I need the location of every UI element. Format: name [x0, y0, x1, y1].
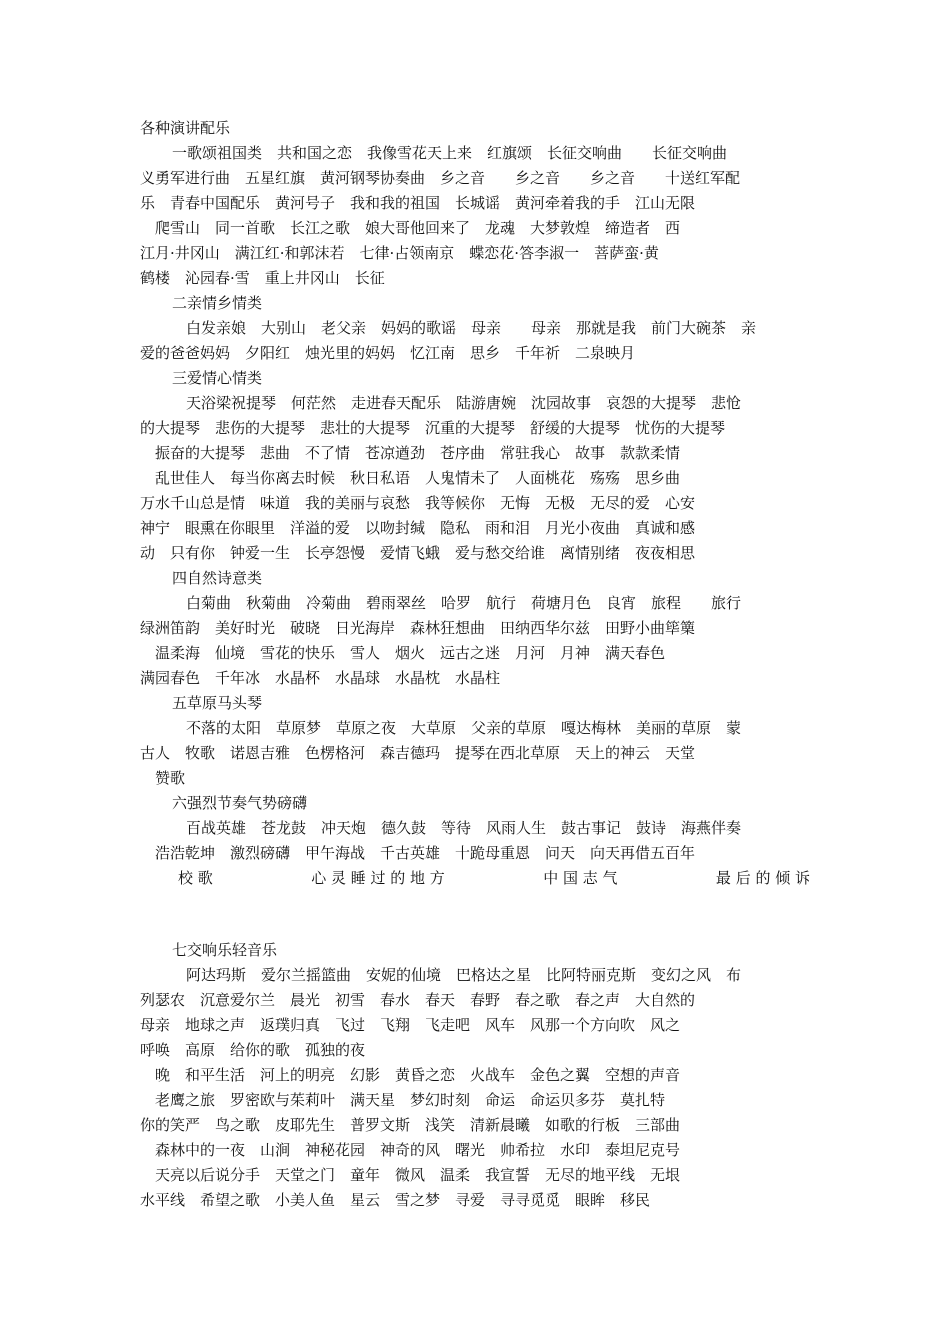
spread-text-line [178, 868, 810, 888]
text-line: 老鹰之旅 罗密欧与茱莉叶 满天星 梦幻时刻 命运 命运贝多芬 莫扎特 [140, 1091, 666, 1109]
text-line: 乱世佳人 每当你离去时候 秋日私语 人鬼情未了 人面桃花 殇殇 思乡曲 [140, 469, 681, 487]
text-line: 森林中的一夜 山涧 神秘花园 神奇的风 曙光 帅希拉 水印 泰坦尼克号 [140, 1141, 681, 1159]
text-line: 爱的爸爸妈妈 夕阳红 烛光里的妈妈 忆江南 思乡 千年祈 二泉映月 [140, 344, 636, 362]
text-line: 母亲 地球之声 返璞归真 飞过 飞翔 飞走吧 风车 风那一个方向吹 风之 [140, 1016, 681, 1034]
text-line: 振奋的大提琴 悲曲 不了情 苍凉遒劲 苍序曲 常驻我心 故事 款款柔情 [140, 444, 681, 462]
text-line: 的大提琴 悲伤的大提琴 悲壮的大提琴 沉重的大提琴 舒缓的大提琴 忧伤的大提琴 [140, 419, 726, 437]
text-line: 动 只有你 钟爱一生 长亭怨慢 爱情飞蛾 爱与愁交给谁 离情别绪 夜夜相思 [140, 544, 696, 562]
spread-part: 心 灵 睡 过 的 地 方 [311, 869, 445, 887]
text-line: 浩浩乾坤 激烈磅礴 甲午海战 千古英雄 十跪母重恩 问天 向天再借五百年 [140, 844, 696, 862]
text-line: 赞歌 [140, 769, 186, 787]
text-line: 绿洲笛韵 美好时光 破晓 日光海岸 森林狂想曲 田纳西华尔兹 田野小曲筚篥 [140, 619, 696, 637]
text-line: 白发亲娘 大别山 老父亲 妈妈的歌谣 母亲 母亲 那就是我 前门大碗茶 亲 [186, 319, 757, 337]
text-line: 呼唤 高原 给你的歌 孤独的夜 [140, 1041, 366, 1059]
text-line: 古人 牧歌 诺恩吉雅 色楞格河 森吉德玛 提琴在西北草原 天上的神云 天堂 [140, 744, 696, 762]
text-line: 江月·井冈山 满江红·和郭沫若 七律·占领南京 蝶恋花·答李淑一 菩萨蛮·黄 [140, 244, 659, 262]
spread-part: 校 歌 [178, 869, 213, 887]
section-heading: 六强烈节奏气势磅礴 [172, 794, 308, 812]
section-heading: 二亲情乡情类 [172, 294, 263, 312]
text-line: 水平线 希望之歌 小美人鱼 星云 雪之梦 寻爱 寻寻觅觅 眼眸 移民 [140, 1191, 651, 1209]
text-line: 神宁 眼熏在你眼里 洋溢的爱 以吻封缄 隐私 雨和泪 月光小夜曲 真诚和感 [140, 519, 696, 537]
spread-part: 最 后 的 倾 诉 [715, 869, 810, 887]
text-line: 义勇军进行曲 五星红旗 黄河钢琴协奏曲 乡之音 乡之音 乡之音 十送红军配 [140, 169, 741, 187]
text-line: 阿达玛斯 爱尔兰摇篮曲 安妮的仙境 巴格达之星 比阿特丽克斯 变幻之风 布 [186, 966, 742, 984]
text-line: 爬雪山 同一首歌 长江之歌 娘大哥他回来了 龙魂 大梦敦煌 缔造者 西 [140, 219, 681, 237]
section-heading: 五草原马头琴 [172, 694, 263, 712]
text-line: 乐 青春中国配乐 黄河号子 我和我的祖国 长城谣 黄河牵着我的手 江山无限 [140, 194, 696, 212]
text-line: 天浴梁祝提琴 何茫然 走进春天配乐 陆游唐婉 沈园故事 哀怨的大提琴 悲怆 [186, 394, 742, 412]
text-line: 百战英雄 苍龙鼓 冲天炮 德久鼓 等待 风雨人生 鼓古事记 鼓诗 海燕伴奏 [186, 819, 742, 837]
section-heading: 四自然诗意类 [172, 569, 263, 587]
section-heading: 三爱情心情类 [172, 369, 263, 387]
text-line: 鹤楼 沁园春·雪 重上井冈山 长征 [140, 269, 385, 287]
text-line: 晚 和平生活 河上的明亮 幻影 黄昏之恋 火战车 金色之翼 空想的声音 [140, 1066, 681, 1084]
text-line: 满园春色 千年冰 水晶杯 水晶球 水晶枕 水晶柱 [140, 669, 501, 687]
text-line: 一歌颂祖国类 共和国之恋 我像雪花天上来 红旗颂 长征交响曲 长征交响曲 [172, 144, 728, 162]
section-heading: 七交响乐轻音乐 [172, 941, 278, 959]
text-line: 你的笑严 鸟之歌 皮耶先生 普罗文斯 浅笑 清新晨曦 如歌的行板 三部曲 [140, 1116, 681, 1134]
text-line: 列瑟农 沉意爱尔兰 晨光 初雪 春水 春天 春野 春之歌 春之声 大自然的 [140, 991, 696, 1009]
document-title: 各种演讲配乐 [140, 119, 231, 137]
spread-part: 中 国 志 气 [543, 869, 618, 887]
text-line: 天亮以后说分手 天堂之门 童年 微风 温柔 我宣誓 无尽的地平线 无垠 [140, 1166, 681, 1184]
text-line: 不落的太阳 草原梦 草原之夜 大草原 父亲的草原 嘎达梅林 美丽的草原 蒙 [186, 719, 742, 737]
text-line: 温柔海 仙境 雪花的快乐 雪人 烟火 远古之迷 月河 月神 满天春色 [140, 644, 666, 662]
text-line: 万水千山总是情 味道 我的美丽与哀愁 我等候你 无悔 无极 无尽的爱 心安 [140, 494, 696, 512]
text-line: 白菊曲 秋菊曲 冷菊曲 碧雨翠丝 哈罗 航行 荷塘月色 良宵 旅程 旅行 [186, 594, 742, 612]
